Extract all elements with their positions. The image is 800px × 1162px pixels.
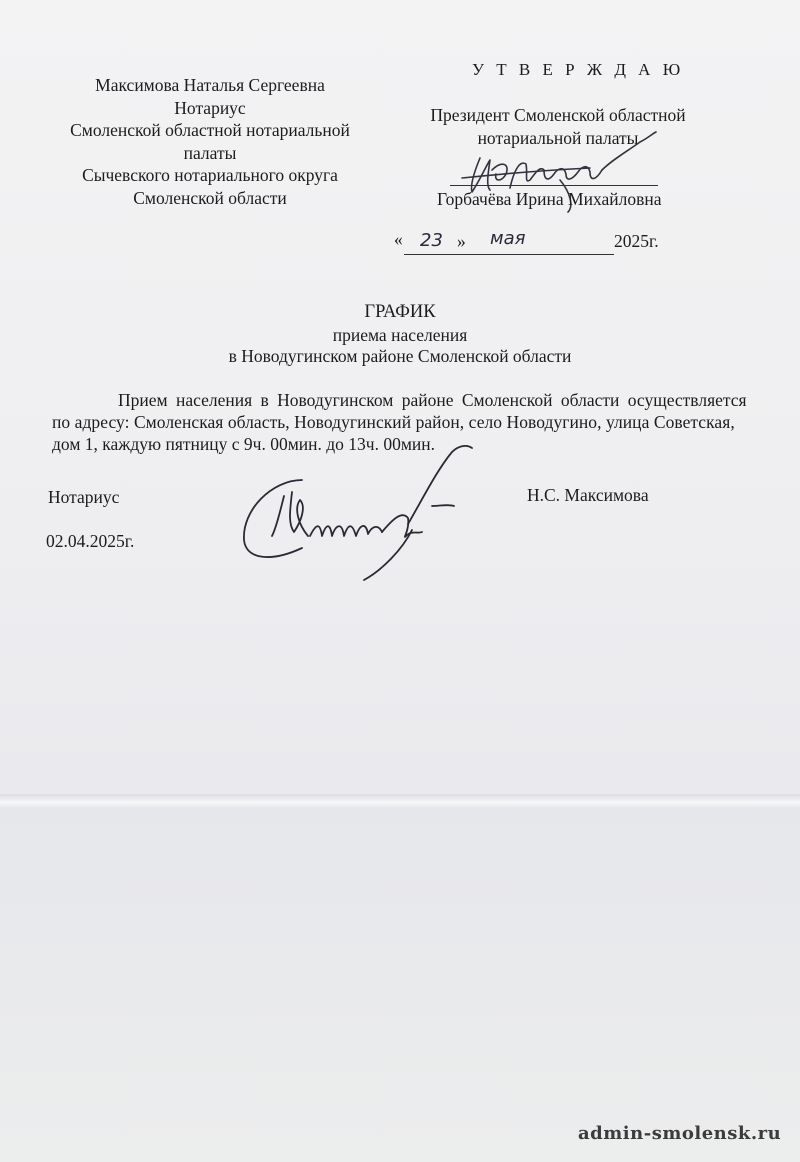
notary-district-line: Сычевского нотариального округа	[82, 165, 338, 185]
paper-fold	[0, 794, 800, 808]
notary-signature	[232, 440, 492, 590]
date-line	[404, 254, 614, 255]
notary-name-line: Максимова Наталья Сергеевна	[95, 75, 325, 95]
site-watermark: admin-smolensk.ru	[578, 1123, 782, 1144]
signer-name: Н.С. Максимова	[527, 485, 649, 505]
approval-year: 2025г.	[614, 231, 659, 251]
subtitle-line2: в Новодугинском районе Смоленской области	[228, 346, 572, 366]
approval-month: мая	[490, 228, 526, 249]
notary-title-line: Нотариус	[174, 97, 246, 118]
body-line1: Прием населения в Новодугинском районе Смоленской области осуществляется	[118, 390, 747, 410]
president-name: Горбачёва Ирина Михайловна	[437, 189, 662, 209]
body-line2: по адресу: Смоленская область, Новодугинский район, село Новодугино, улица Советская,	[52, 412, 735, 432]
document-subtitle	[0, 325, 800, 367]
date-open-quote: «	[394, 229, 403, 249]
date-close-quote: »	[457, 231, 466, 251]
body-line3: дом 1, каждую пятницу с 9ч. 00мин. до 13ч. 00мин.	[52, 434, 436, 454]
notary-chamber-line: Смоленской областной нотариальной	[70, 120, 350, 140]
approval-position-line2: нотариальной палаты	[477, 127, 639, 148]
subtitle-line1: приема населения	[332, 325, 468, 345]
notary-chamber-line-2: палаты	[183, 142, 237, 163]
approval-day: 23	[420, 230, 443, 251]
notary-region-line: Смоленской области	[133, 187, 287, 208]
approval-heading: У Т В Е Р Ж Д А Ю	[472, 60, 685, 79]
document-title: ГРАФИК	[364, 302, 436, 322]
notary-header	[40, 74, 380, 209]
signer-role: Нотариус	[48, 487, 120, 507]
document-date: 02.04.2025г.	[46, 531, 135, 551]
signature-line	[450, 185, 658, 186]
approval-position-line1: Президент Смоленской областной	[430, 105, 686, 125]
